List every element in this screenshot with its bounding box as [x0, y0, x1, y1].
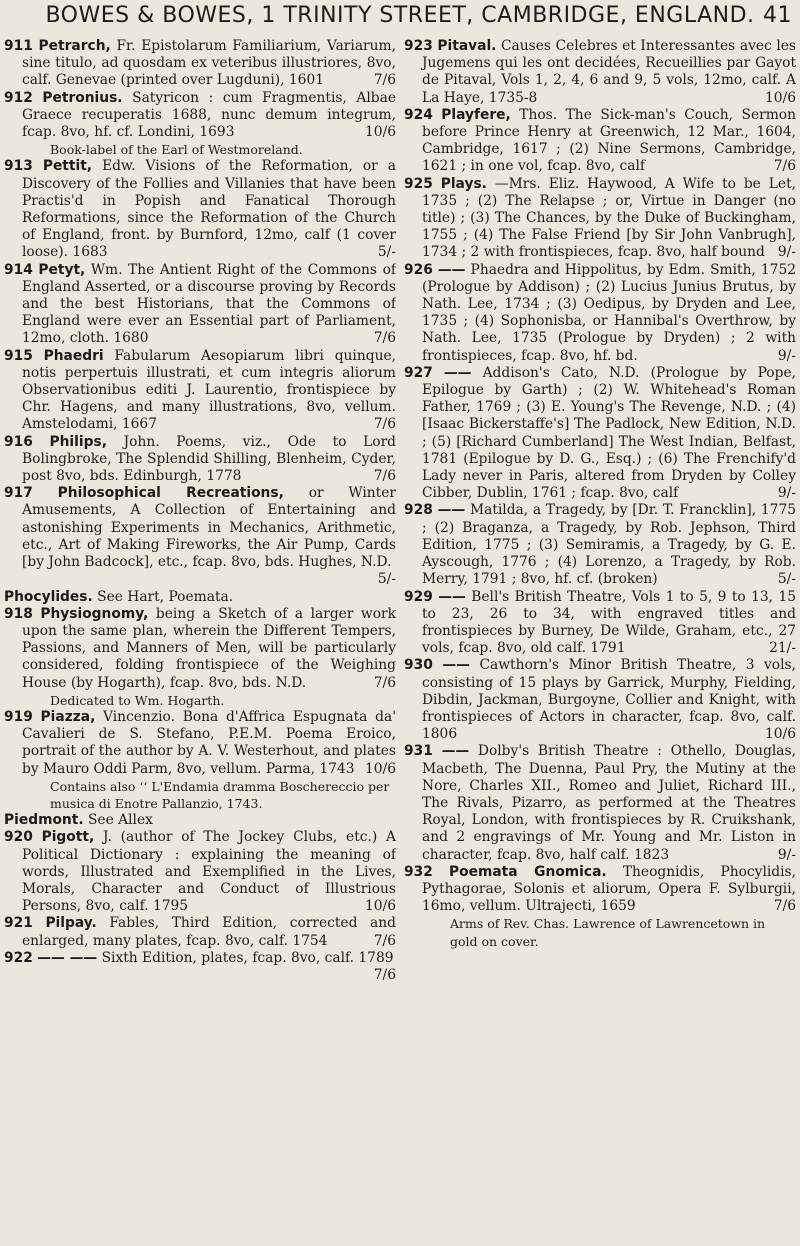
- left-column: [4, 38, 396, 1238]
- entry-heading: Petyt,: [38, 261, 86, 278]
- entry-description: Cawthorn's Minor British Theatre, 3 vols, consisting of 15 plays by Garrick, Murphy, Fielding, Dibdin, Jackman, Burgoyne, Collier and Knight, with frontispieces of Actors in character, fcap. 8vo, calf. 1806: [422, 657, 796, 743]
- entry-price: 10/6: [765, 726, 796, 743]
- entry-number: 923: [404, 38, 433, 54]
- cross-reference: [4, 589, 396, 606]
- entry-price: 7/6: [373, 72, 396, 89]
- catalogue-entry: [404, 262, 796, 365]
- entry-note: Contains also ‘‘ L'Endamia dramma Boschereccio per musica di Enotre Pallanzio, 1743.: [50, 778, 390, 811]
- entry-description: See Hart, Poemata.: [97, 588, 234, 605]
- catalogue-entry: [4, 90, 396, 142]
- entry-heading: Poemata Gnomica.: [449, 863, 607, 880]
- entry-number: 926: [404, 261, 433, 278]
- entry-number: 918: [4, 605, 33, 622]
- entry-description: Theognidis, Phocylidis, Pythagorae, Solonis et aliorum, Opera F. Sylburgii, 16mo, vellum. Ultrajecti, 1659: [422, 863, 796, 915]
- entry-heading: Philosophical Recreations,: [57, 485, 284, 502]
- entry-heading: Piazza,: [40, 708, 96, 725]
- entry-price: 7/6: [373, 330, 396, 347]
- entry-price: 10/6: [765, 89, 796, 106]
- entry-number: 915: [4, 347, 33, 364]
- entry-heading: Pitaval.: [437, 38, 497, 54]
- header-title: BOWES & BOWES, 1 TRINITY STREET, CAMBRIDGE, ENGLAND.: [45, 3, 755, 28]
- entry-description: See Allex: [87, 812, 153, 829]
- entry-price: 10/6: [365, 898, 396, 915]
- entry-heading: Petronius.: [42, 89, 123, 106]
- entry-price: 10/6: [365, 124, 396, 141]
- entry-heading: Phocylides.: [4, 588, 93, 605]
- entry-heading: Playfere,: [441, 106, 511, 123]
- entry-price: 7/6: [773, 898, 796, 915]
- right-column: [404, 38, 796, 1238]
- entry-description: —Mrs. Eliz. Haywood, A Wife to be Let, 1735 ; (2) The Relapse ; or, Virtue in Danger (no title) ; (3) The Chances, by the Duke of Buckingham, 1755 ; (4) The False Friend [by Sir John Vanbrugh], 1734 ; 2 with frontispieces, fcap. 8vo, half bound: [422, 175, 796, 261]
- entry-heading: Phaedri: [43, 347, 104, 364]
- entry-number: 932: [404, 863, 433, 880]
- entry-number: 911: [4, 38, 33, 54]
- entry-note: Dedicated to Wm. Hogarth.: [50, 692, 225, 708]
- catalogue-entry: [4, 485, 396, 588]
- entry-number: 920: [4, 829, 33, 846]
- catalogue-entry: [4, 348, 396, 434]
- catalogue-entry: [4, 950, 396, 984]
- entry-description: J. (author of The Jockey Clubs, etc.) A Political Dictionary : explaining the meaning of words, Illustrated and Exemplified in the Lives, Morals, Character and Conduct of Illustrious Persons, 8vo, calf. 1795: [22, 829, 396, 915]
- catalogue-entry: [404, 107, 796, 176]
- entry-heading: ——: [437, 261, 466, 278]
- entry-description: or Winter Amusements, A Collection of Entertaining and astonishing Experiments in Mechanics, Arithmetic, etc., Art of Making Fireworks, the Air Pump, Cards [by John Badcock], etc., fcap. 8vo, bds. Hughes, N.D.: [22, 485, 396, 571]
- catalogue-entry: [4, 262, 396, 348]
- catalogue-entry: [4, 38, 396, 90]
- catalogue-entry: [404, 38, 796, 107]
- entry-description: Edw. Visions of the Reformation, or a Discovery of the Follies and Villanies that have been Practis'd in Popish and Fanatical Thorough Reformations, since the Reformation of the Church of England, front. by Burnford, 12mo, calf (1 cover loose). 1683: [22, 158, 396, 261]
- entry-heading: Pigott,: [41, 829, 95, 846]
- catalogue-entry: [4, 158, 396, 261]
- entry-number: 914: [4, 261, 33, 278]
- entry-description: Fr. Epistolarum Familiarium, Variarum, sine titulo, ad quosdam ex veteribus illustriores, 8vo, calf. Genevae (printed over Lugduni), 1601: [22, 38, 396, 89]
- entry-description: Causes Celebres et Interessantes avec les Jugemens qui les ont decidées, Recueillies par Gayot de Pitaval, Vols 1, 2, 4, 6 and 9, 5 vols, 12mo, calf. A La Haye, 1735-8: [422, 38, 796, 106]
- entry-number: 931: [404, 743, 433, 760]
- entry-price: 21/-: [769, 640, 796, 657]
- page-number: 41: [763, 3, 792, 28]
- entry-price: 7/6: [373, 416, 396, 433]
- entry-description: Phaedra and Hippolitus, by Edm. Smith, 1752 (Prologue by Addison) ; (2) Lucius Junius Brutus, by Nath. Lee, 1734 ; (3) Oedipus, by Dryden and Lee, 1735 ; (4) Sophonisba, or Hannibal's Overthrow, by Nath. Lee, 1735 (Prologue by Dryden) ; 2 with frontispieces, fcap. 8vo, hf. bd.: [422, 261, 796, 364]
- entry-description: Satyricon : cum Fragmentis, Albae Graece recuperatis 1688, nunc demum integrum, fcap. 8vo, hf. cf. Londini, 1693: [22, 89, 396, 141]
- entry-heading: Petrarch,: [38, 38, 111, 54]
- entry-description: Fabularum Aesopiarum libri quinque, notis perpertuis illustrati, et cum integris aliorum Observationibus editi J. Laurentio, frontispiece by Chr. Hagens, and many illustrations, 8vo, vellum. Amstelodami, 1667: [22, 347, 396, 433]
- entry-number: 919: [4, 708, 33, 725]
- catalogue-entry: [404, 743, 796, 863]
- entry-price: 7/6: [373, 674, 396, 691]
- catalogue-entry: [404, 589, 796, 658]
- entry-price: 9/-: [777, 347, 796, 364]
- entry-heading: Physiognomy,: [40, 605, 149, 622]
- entry-heading: Piedmont.: [4, 812, 84, 829]
- catalogue-entry: [404, 176, 796, 262]
- entry-price: 9/-: [777, 244, 796, 261]
- entry-heading: Plays.: [440, 175, 487, 192]
- catalogue-entry: [4, 606, 396, 692]
- entry-price: 7/6: [373, 468, 396, 485]
- entry-number: 930: [404, 657, 433, 674]
- entry-description: Matilda, a Tragedy, by [Dr. T. Francklin], 1775 ; (2) Braganza, a Tragedy, by Rob. Jephson, Third Edition, 1775 ; (3) Semiramis, a Tragedy, by G. E. Ayscough, 1776 ; (4) Lorenzo, a Tragedy, by Rob. Merry, 1791 ; 8vo, hf. cf. (broken): [422, 502, 796, 588]
- entry-number: 913: [4, 158, 33, 175]
- entry-price: 5/-: [377, 244, 396, 261]
- page-header: [0, 0, 800, 38]
- entry-price: 5/-: [377, 571, 396, 588]
- entry-number: 912: [4, 89, 33, 106]
- catalogue-entry: [4, 434, 396, 486]
- entry-price: 7/6: [373, 932, 396, 949]
- entry-description: Bell's British Theatre, Vols 1 to 5, 9 to 13, 15 to 23, 26 to 34, with engraved titles and frontispieces by Burney, De Wilde, Graham, etc., 27 vols, fcap. 8vo, old calf. 1791: [422, 588, 796, 657]
- catalogue-entry: [404, 864, 796, 916]
- entry-heading: ——: [437, 502, 466, 519]
- entry-number: 929: [404, 588, 433, 605]
- entry-heading: —— ——: [37, 949, 98, 966]
- catalogue-entry: [4, 829, 396, 915]
- entry-heading: Pilpay.: [45, 915, 97, 932]
- entry-number: 921: [4, 915, 33, 932]
- cross-reference: [4, 812, 396, 829]
- entry-price: 9/-: [777, 485, 796, 502]
- entry-description: Vincenzio. Bona d'Affrica Espugnata da' Cavalieri de S. Stefano, P.E.M. Poema Eroico, portrait of the author by A. V. Westerhout, and plates by Mauro Oddi Parm, 8vo, vellum. Parma, 1743: [22, 708, 396, 777]
- entry-heading: ——: [438, 588, 466, 605]
- entry-description: Wm. The Antient Right of the Commons of England Asserted, or a discourse proving by Records and the best Historians, that the Commons of England were ever an Essential part of Parliament, 12mo, cloth. 1680: [22, 261, 396, 347]
- catalogue-entry: [404, 365, 796, 503]
- catalogue-entry: [404, 657, 796, 743]
- entry-heading: ——: [443, 364, 472, 381]
- entry-price: 7/6: [773, 158, 796, 175]
- entry-description: Sixth Edition, plates, fcap. 8vo, calf. 1789: [101, 949, 394, 966]
- entry-number: 925: [404, 175, 433, 192]
- entry-description: John. Poems, viz., Ode to Lord Bolingbroke, The Splendid Shilling, Blenheim, Cyder, post 8vo, bds. Edinburgh, 1778: [22, 433, 396, 485]
- entry-heading: ——: [442, 657, 470, 674]
- catalogue-entry: [4, 709, 396, 778]
- entry-price: 9/-: [777, 846, 796, 863]
- entry-heading: Pettit,: [42, 158, 93, 175]
- catalogue-entry: [4, 915, 396, 949]
- entry-number: 917: [4, 485, 33, 502]
- entry-description: being a Sketch of a larger work upon the same plan, wherein the Different Tempers, Passions, and Manners of Men, will be particularly considered, folding frontispiece of the Weighing House (by Hogarth), fcap. 8vo, bds. N.D.: [22, 605, 396, 691]
- entry-description: Thos. The Sick-man's Couch, Sermon before Prince Henry at Greenwich, 12 Mar., 1604, Cambridge, 1617 ; (2) Nine Sermons, Cambridge, 1621 ; in one vol, fcap. 8vo, calf: [422, 106, 796, 175]
- entry-description: Dolby's British Theatre : Othello, Douglas, Macbeth, The Duenna, Paul Pry, the Mutiny at the Nore, Charles XII., Romeo and Juliet, Richard III., The Rivals, Pizarro, as performed at the Theatres Royal, London, with frontispieces by R. Cruikshank, and 2 engravings of Mr. Young and Mr. Liston in character, fcap. 8vo, half calf. 1823: [422, 743, 796, 863]
- entry-description: Fables, Third Edition, corrected and enlarged, many plates, fcap. 8vo, calf. 1754: [22, 915, 396, 949]
- entry-number: 927: [404, 364, 433, 381]
- entry-price: 10/6: [365, 760, 396, 777]
- entry-note: Book-label of the Earl of Westmoreland.: [50, 142, 303, 158]
- entry-number: 922: [4, 949, 33, 966]
- catalogue-entry: [404, 502, 796, 588]
- entry-number: 928: [404, 502, 433, 519]
- entry-price: 7/6: [373, 966, 396, 983]
- entry-note: Arms of Rev. Chas. Lawrence of Lawrencetown in gold on cover.: [450, 916, 766, 949]
- entry-heading: ——: [441, 743, 470, 760]
- entry-description: Addison's Cato, N.D. (Prologue by Pope, Epilogue by Garth) ; (2) W. Whitehead's Roman Father, 1769 ; (3) E. Young's The Revenge, N.D. ; (4) [Isaac Bickerstaffe's] The Padlock, New Edition, N.D. ; (5) [Richard Cumberland] The West Indian, Belfast, 1781 (Epilogue by D. G., Esq.) ; (6) The Frenchify'd Lady never in Paris, altered from Dryden by Colley Cibber, Dublin, 1761 ; fcap. 8vo, calf: [422, 364, 796, 502]
- entry-number: 916: [4, 433, 33, 450]
- entry-heading: Philips,: [49, 433, 107, 450]
- entry-price: 5/-: [777, 571, 796, 588]
- entry-number: 924: [404, 106, 433, 123]
